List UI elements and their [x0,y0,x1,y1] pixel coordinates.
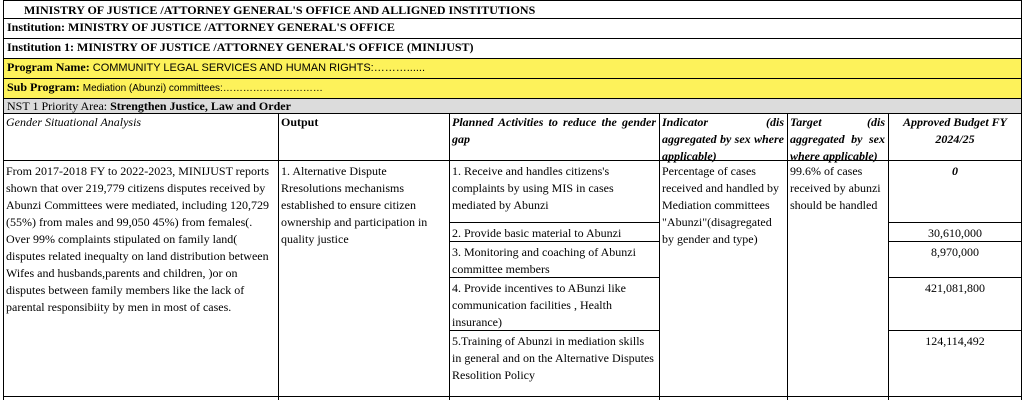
budget-2: 30,610,000 [888,223,1022,242]
subprogram-row [3,79,1022,99]
priority-label: NST 1 Priority Area: [7,99,108,113]
header-gsa: Gender Situational Analysis [3,114,278,161]
subprogram-label: Sub Program: [7,80,80,94]
subprogram-value: Mediation (Abunzi) committees:………………………… [82,83,323,94]
table-bottom-border [3,396,1022,397]
analysis-table [3,114,1022,400]
priority-value: Strengthen Justice, Law and Order [110,99,291,113]
program-label: Program Name: [7,60,90,74]
activity-1: 1. Receive and handles citizens's complaints by using MIS in cases mediated by Abunzi [449,161,659,223]
priority-row [3,99,1022,114]
activity-5: 5.Training of Abunzi in mediation skills in general and on the Alternative Disputes Resolition Policy [452,334,654,382]
indicator-text: Percentage of cases received and handled by Mediation committees "Abunzi"(disagregated by gender and type) [662,164,779,246]
budget-1: 0 [888,161,1022,223]
activity-2: 2. Provide basic material to Abunzi [449,223,659,242]
activity-4: 4. Provide incentives to ABunzi like communication facilities , Health insurance) [449,278,659,331]
output-text: 1. Alternative Dispute Rresolutions mechanisms established to ensure citizen ownership and participation in quality justice [281,164,428,246]
header-activities: Planned Activities to reduce the gender gap [449,114,659,161]
gsa-text: From 2017-2018 FY to 2022-2023, MINIJUST reports shown that over 219,779 citizens disputes received by Abunzi Committees were mediated, including 120,729 (55%) from males and 99,050 45%) from females(. Over 99% complaints stipulated on family land( disputes related inequalty on land distribution between Wifes and husbands,parents and children, )or on disputes between family members like the lack of parental responsibiity by men in most of cases. [6,164,269,314]
institution-row: Institution: MINISTRY OF JUSTICE /ATTORNEY GENERAL'S OFFICE [3,19,1022,39]
institution1-row: Institution 1: MINISTRY OF JUSTICE /ATTORNEY GENERAL'S OFFICE (MINIJUST) [3,39,1022,59]
target-text: 99.6% of cases received by abunzi should be handled [790,164,881,212]
program-value: COMMUNITY LEGAL SERVICES AND HUMAN RIGHTS:………...... [92,62,426,74]
header-target: Target (dis aggregated by sex where applicable) [787,114,888,161]
budget-4: 421,081,800 [888,278,1022,331]
sheet-title: MINISTRY OF JUSTICE /ATTORNEY GENERAL'S OFFICE AND ALLIGNED INSTITUTIONS [3,0,1022,19]
budget-3: 8,970,000 [888,242,1022,278]
header-budget: Approved Budget FY 2024/25 [888,114,1022,161]
budget-5: 124,114,492 [925,334,985,348]
activity-3: 3. Monitoring and coaching of Abunzi committee members [449,242,659,278]
budget-sheet [3,0,1022,400]
header-output: Output [278,114,449,161]
program-row [3,59,1022,79]
header-indicator: Indicator (dis aggregated by sex where applicable) [659,114,787,161]
